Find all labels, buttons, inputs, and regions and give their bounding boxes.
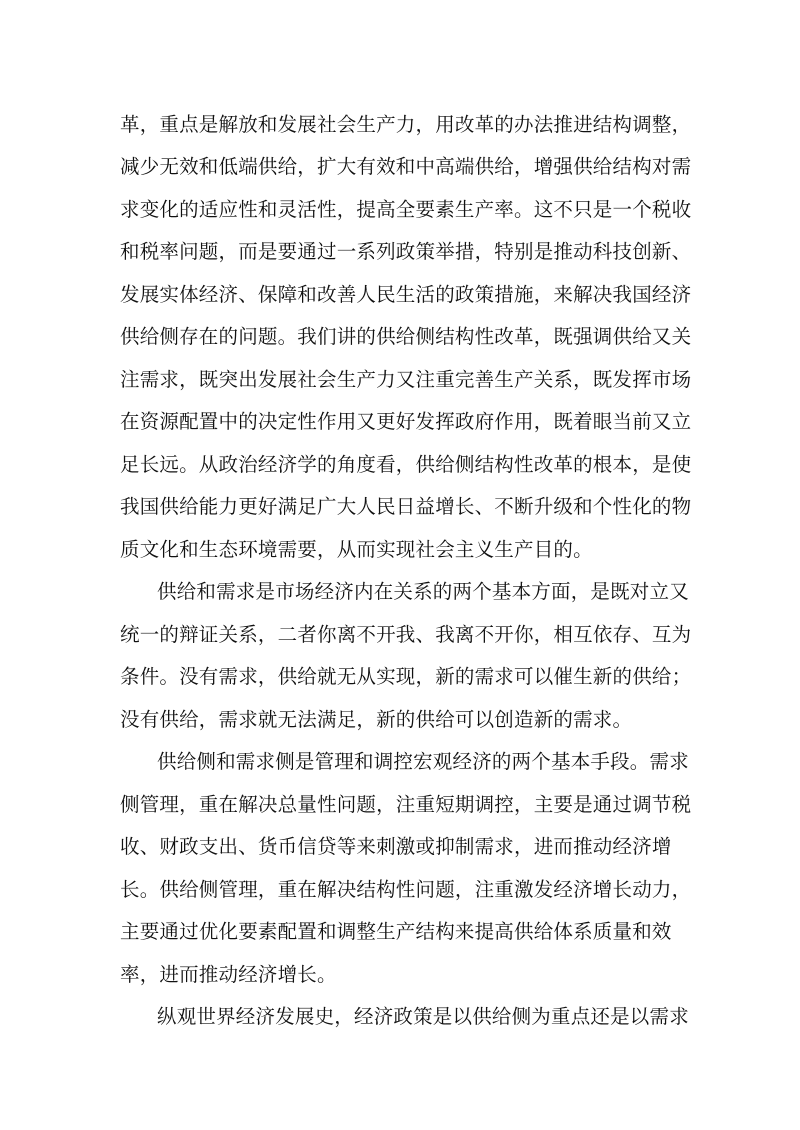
paragraph-start-line: 供给和需求是市场经济内在关系的两个基本方面，是既对立又 <box>157 580 689 603</box>
text-line: 足长远。从政治经济学的角度看，供给侧结构性改革的根本，是使 <box>120 453 692 476</box>
paragraph-start-line: 供给侧和需求侧是管理和调控宏观经济的两个基本手段。需求 <box>157 750 689 773</box>
text-line: 在资源配置中的决定性作用又更好发挥政府作用，既着眼当前又立 <box>120 410 692 433</box>
text-line: 革，重点是解放和发展社会生产力，用改革的办法推进结构调整， <box>120 113 692 136</box>
text-line: 我国供给能力更好满足广大人民日益增长、不断升级和个性化的物 <box>120 495 692 518</box>
text-line: 没有供给，需求就无法满足，新的供给可以创造新的需求。 <box>120 708 633 731</box>
text-line: 统一的辩证关系，二者你离不开我、我离不开你，相互依存、互为 <box>120 623 692 646</box>
text-line: 收、财政支出、货币信贷等来刺激或抑制需求，进而推动经济增 <box>120 835 672 858</box>
text-line: 主要通过优化要素配置和调整生产结构来提高供给体系质量和效 <box>120 920 672 943</box>
text-line: 注需求，既突出发展社会生产力又注重完善生产关系，既发挥市场 <box>120 368 692 391</box>
text-line: 和税率问题，而是要通过一系列政策举措，特别是推动科技创新、 <box>120 240 692 263</box>
text-line: 条件。没有需求，供给就无从实现，新的需求可以催生新的供给； <box>120 665 692 688</box>
paragraph-start-line: 纵观世界经济发展史，经济政策是以供给侧为重点还是以需求 <box>157 1005 689 1028</box>
text-line: 长。供给侧管理，重在解决结构性问题，注重激发经济增长动力， <box>120 878 692 901</box>
text-line: 率，进而推动经济增长。 <box>120 963 337 986</box>
text-line: 质文化和生态环境需要，从而实现社会主义生产目的。 <box>120 538 593 561</box>
text-line: 求变化的适应性和灵活性，提高全要素生产率。这不只是一个税收 <box>120 198 692 221</box>
text-line: 减少无效和低端供给，扩大有效和中高端供给，增强供给结构对需 <box>120 155 692 178</box>
text-line: 侧管理，重在解决总量性问题，注重短期调控，主要是通过调节税 <box>120 793 692 816</box>
text-line: 供给侧存在的问题。我们讲的供给侧结构性改革，既强调供给又关 <box>120 325 692 348</box>
text-line: 发展实体经济、保障和改善人民生活的政策措施，来解决我国经济 <box>120 283 692 306</box>
